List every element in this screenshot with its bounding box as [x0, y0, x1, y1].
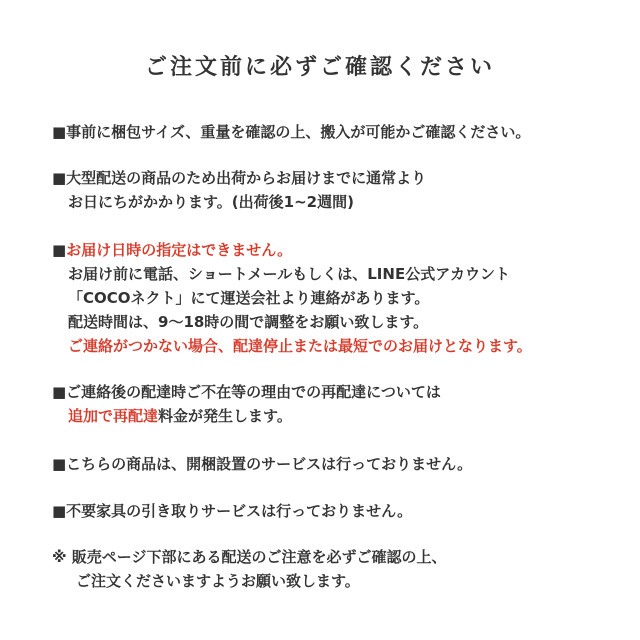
notice-no-date-specify — [52, 238, 532, 358]
notice-redelivery-line1: ■ご連絡後の配達時ご不在等の理由での再配達については — [52, 383, 441, 401]
notice-packing-size-text: ■事前に梱包サイズ、重量を確認の上、搬入が可能かご確認ください。 — [52, 123, 531, 141]
notice-no-furniture-pickup-text: ■不要家具の引き取りサービスは行っておりません。 — [52, 502, 413, 520]
notice-no-date-line2: お届け前に電話、ショートメールもしくは、LINE公式アカウント — [68, 265, 511, 283]
notice-no-date-line3: 「COCOネクト」にて運送会社より連絡があります。 — [68, 289, 430, 307]
notice-redelivery-line2 — [52, 404, 441, 428]
notice-no-unpacking-text: ■こちらの商品は、開梱設置のサービスは行っておりません。 — [52, 455, 473, 473]
page-title: ご注文前に必ずご確認ください — [144, 55, 495, 80]
notice-no-unpacking — [52, 452, 472, 476]
notice-delivery-time-line1: ■大型配送の商品のため出荷からお届けまでに通常より — [52, 169, 427, 187]
notice-no-date-heading-line — [52, 238, 532, 262]
notice-redelivery-highlight: 追加で再配達 — [68, 407, 159, 425]
notice-no-date-line4: 配送時間は、9〜18時の間で調整をお願い致します。 — [68, 313, 429, 331]
notice-footnote — [52, 545, 447, 593]
notice-footnote-line1: ※ 販売ページ下部にある配送のご注意を必ずご確認の上、 — [52, 548, 447, 566]
notice-footnote-line2: ご注文くださいますようお願い致します。 — [76, 572, 360, 590]
notice-no-furniture-pickup — [52, 499, 412, 523]
notice-no-date-warning: ご連絡がつかない場合、配達停止または最短でのお届けとなります。 — [68, 337, 532, 355]
bullet-square: ■ — [52, 241, 67, 259]
notice-delivery-time — [52, 166, 426, 214]
notice-redelivery — [52, 380, 441, 428]
notice-packing-size — [52, 120, 530, 144]
notice-delivery-time-line2: お日にちがかかります。(出荷後1~2週間) — [68, 193, 354, 211]
notice-redelivery-rest: 料金が発生します。 — [158, 407, 292, 425]
notice-no-date-heading: お届け日時の指定はできません。 — [66, 241, 293, 259]
